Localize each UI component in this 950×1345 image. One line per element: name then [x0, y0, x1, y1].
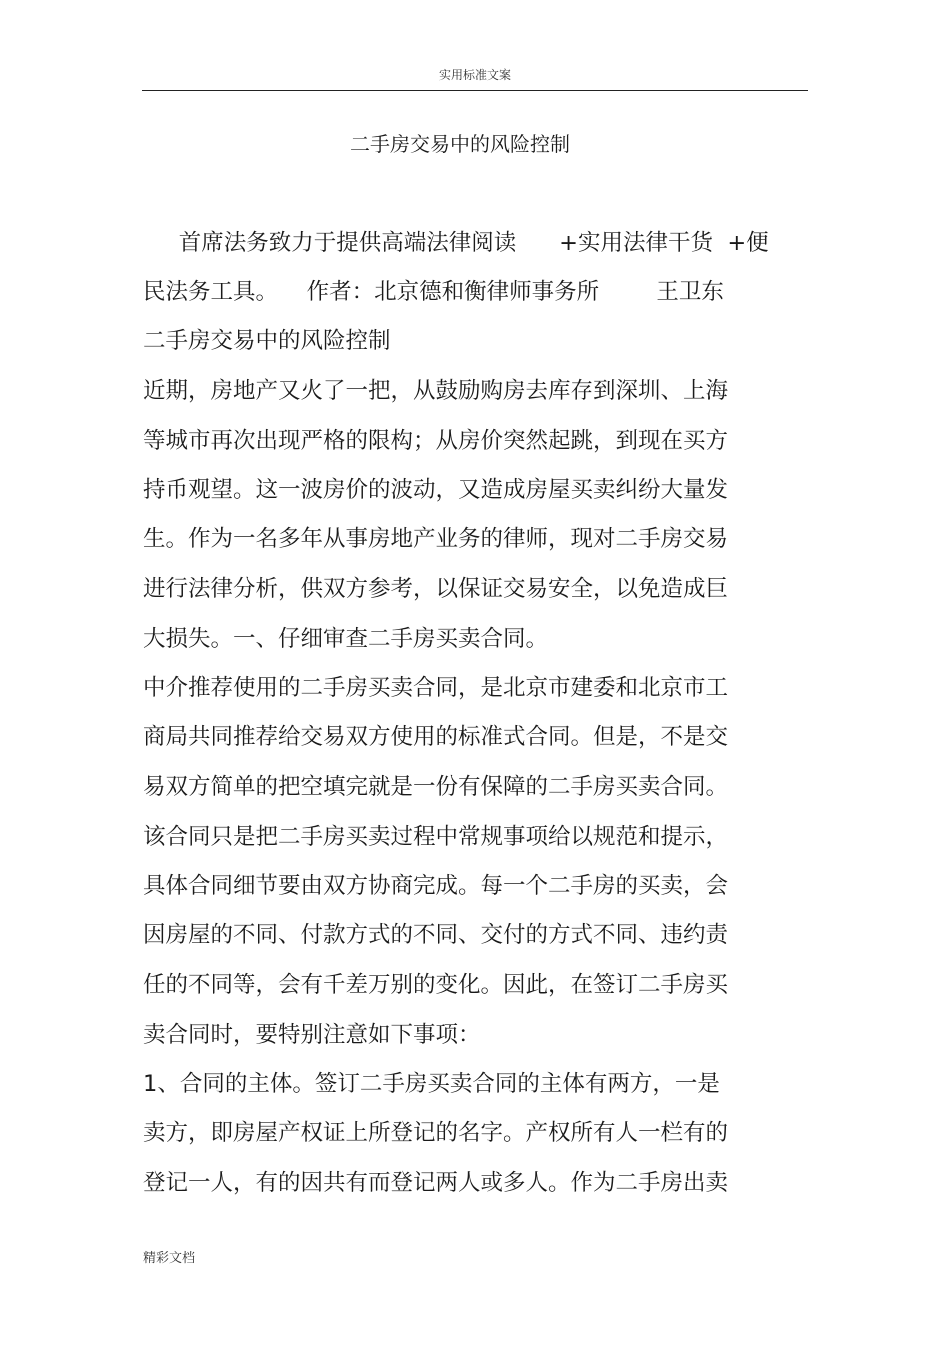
body-line: 卖方，即房屋产权证上所登记的名字。产权所有人一栏有的 [143, 1120, 729, 1146]
document-title: 二手房交易中的风险控制 [350, 132, 570, 156]
body-line: 1、合同的主体。签订二手房买卖合同的主体有两方，一是 [143, 1071, 720, 1097]
body-line: 商局共同推荐给交易双方使用的标准式合同。但是，不是交 [143, 724, 729, 750]
body-line: 登记一人，有的因共有而登记两人或多人。作为二手房出卖 [143, 1170, 729, 1196]
body-line: 民法务工具。 作者：北京德和衡律师事务所 王卫东 [143, 279, 724, 305]
body-line: 生。作为一名多年从事房地产业务的律师，现对二手房交易 [143, 526, 729, 552]
body-line: 具体合同细节要由双方协商完成。每一个二手房的买卖，会 [143, 873, 729, 899]
body-line: 中介推荐使用的二手房买卖合同，是北京市建委和北京市工 [143, 675, 729, 701]
body-line: 易双方简单的把空填完就是一份有保障的二手房买卖合同。 [143, 774, 729, 800]
body-line: 该合同只是把二手房买卖过程中常规事项给以规范和提示， [143, 824, 729, 850]
body-line: 持币观望。这一波房价的波动，又造成房屋买卖纠纷大量发 [143, 477, 729, 503]
body-line: 任的不同等，会有千差万别的变化。因此，在签订二手房买 [143, 972, 729, 998]
body-line: 卖合同时，要特别注意如下事项： [143, 1022, 481, 1048]
body-line: 进行法律分析，供双方参考，以保证交易安全，以免造成巨 [143, 576, 729, 602]
header-divider [142, 90, 808, 91]
body-line: 二手房交易中的风险控制 [143, 328, 391, 354]
page-header: 实用标准文案 [438, 68, 511, 82]
body-line: 等城市再次出现严格的限构；从房价突然起跳，到现在买方 [143, 428, 729, 454]
body-line: 近期，房地产又火了一把，从鼓励购房去库存到深圳、上海 [143, 378, 729, 404]
body-line: 因房屋的不同、付款方式的不同、交付的方式不同、违约责 [143, 922, 729, 948]
body-line: 首席法务致力于提供高端法律阅读 +实用法律干货 +便 [143, 230, 769, 256]
page-footer: 精彩文档 [143, 1251, 196, 1266]
body-line: 大损失。一、仔细审查二手房买卖合同。 [143, 626, 549, 652]
